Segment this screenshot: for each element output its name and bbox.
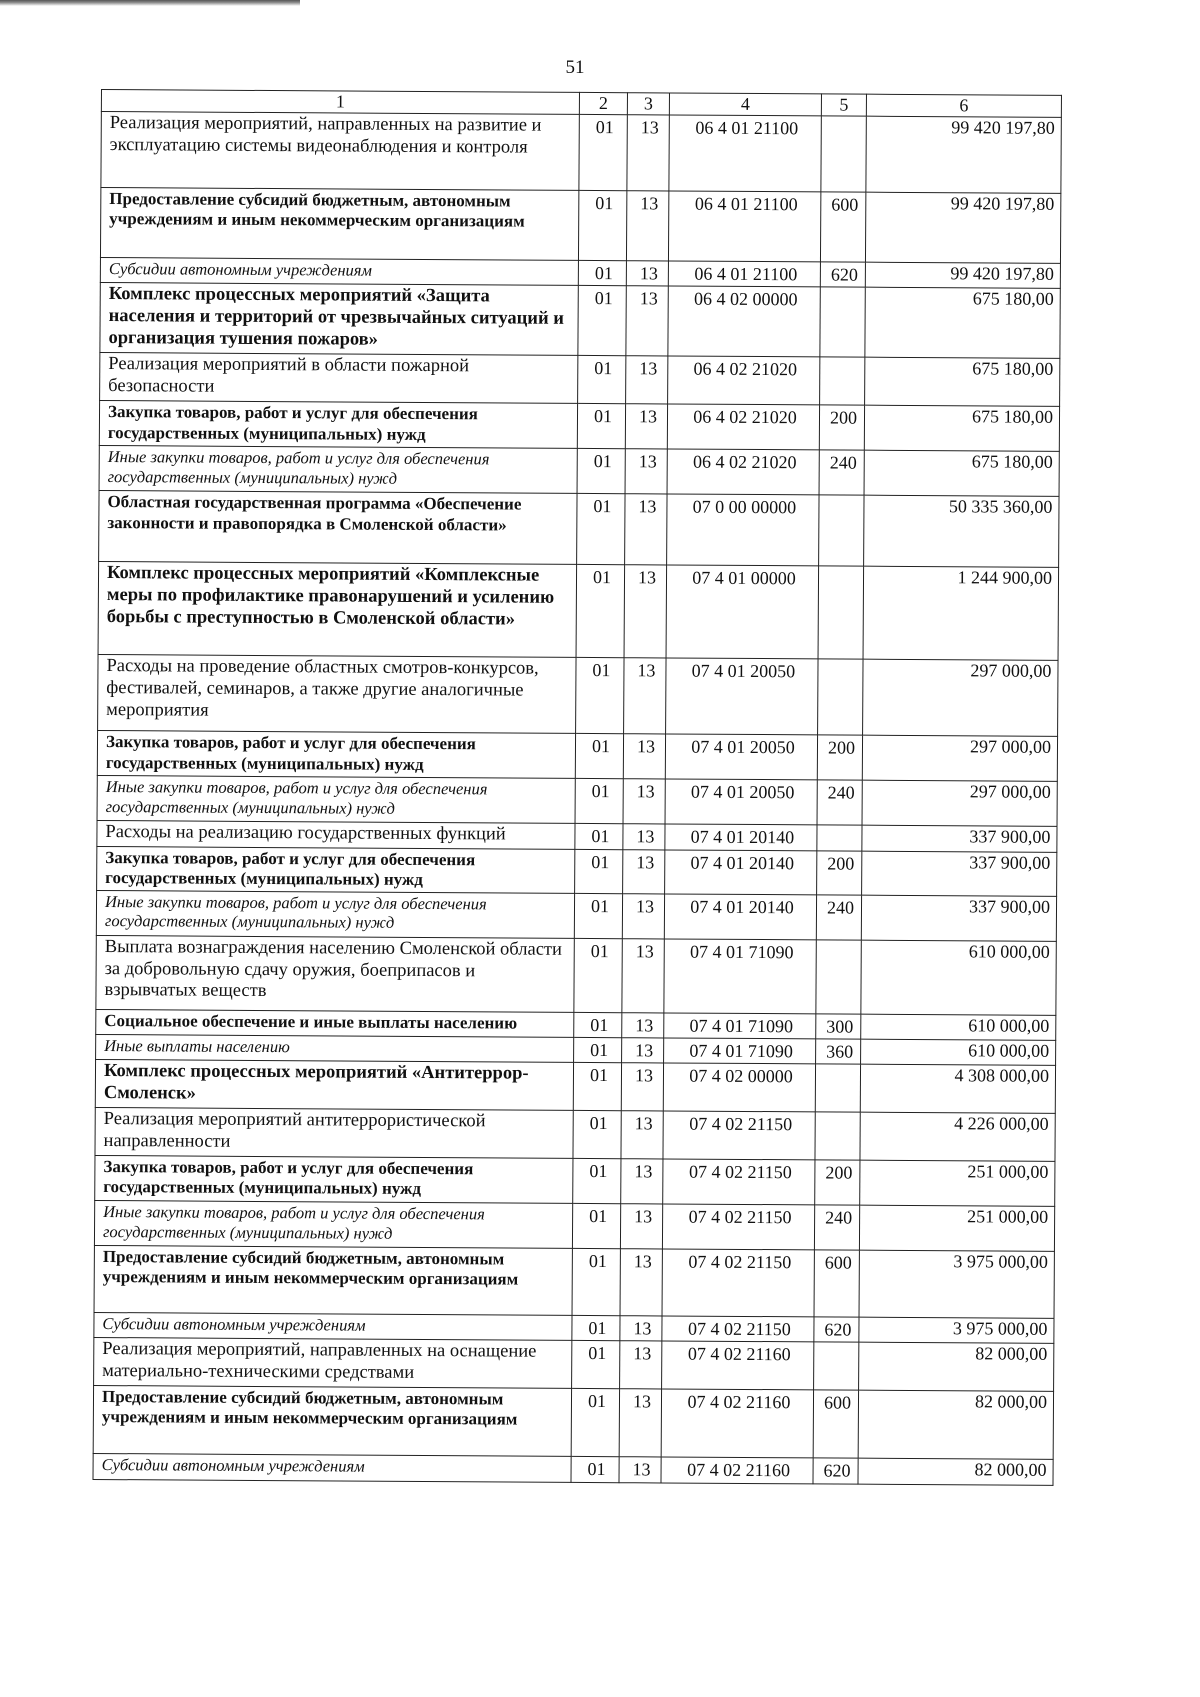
- row-name: Иные выплаты населению: [96, 1034, 574, 1062]
- row-name: Иные закупки товаров, работ и услуг для обеспечения государственных (муниципальных) нужд: [99, 446, 577, 494]
- row-amount: 82 000,00: [858, 1459, 1053, 1485]
- row-target-article: 07 4 02 21150: [663, 1111, 815, 1160]
- row-amount: 337 900,00: [862, 826, 1057, 852]
- row-target-article: 07 4 01 00000: [666, 565, 819, 659]
- row-expense-type: [821, 116, 866, 192]
- row-name: Иные закупки товаров, работ и услуг для обеспечения государственных (муниципальных) нужд: [94, 1201, 572, 1249]
- table-row: [98, 562, 1059, 661]
- table-row: [99, 446, 1059, 497]
- row-expense-type: 240: [816, 895, 861, 940]
- row-expense-type: 620: [813, 1458, 858, 1484]
- row-subsection: 13: [626, 191, 668, 261]
- row-target-article: 07 4 01 20140: [665, 850, 817, 895]
- row-expense-type: 240: [819, 450, 864, 495]
- row-expense-type: 360: [816, 1039, 861, 1065]
- row-subsection: 13: [627, 115, 669, 191]
- row-amount: 337 900,00: [862, 851, 1057, 896]
- row-target-article: 07 4 02 21160: [662, 1341, 814, 1390]
- row-expense-type: [818, 659, 863, 735]
- row-amount: 251 000,00: [859, 1205, 1054, 1251]
- row-expense-type: 620: [820, 262, 865, 288]
- row-section: 01: [577, 404, 625, 449]
- row-amount: 297 000,00: [862, 781, 1057, 827]
- row-expense-type: 240: [817, 780, 862, 825]
- table-row: [100, 283, 1060, 359]
- scan-edge-artifact: [0, 0, 300, 6]
- row-target-article: 06 4 02 00000: [668, 286, 820, 357]
- column-header-4: 4: [669, 93, 821, 116]
- row-subsection: 13: [622, 1012, 664, 1037]
- row-expense-type: 200: [815, 1160, 860, 1205]
- row-expense-type: 600: [814, 1250, 859, 1317]
- row-amount: 99 420 197,80: [865, 192, 1060, 263]
- column-header-5: 5: [821, 94, 866, 117]
- row-section: 01: [578, 356, 626, 404]
- row-amount: 82 000,00: [858, 1391, 1053, 1460]
- row-section: 01: [579, 115, 627, 191]
- row-expense-type: [814, 1342, 859, 1390]
- row-amount: 337 900,00: [861, 895, 1056, 941]
- row-name: Реализация мероприятий, направленных на развитие и эксплуатацию системы видеонаблюдения и контроля: [101, 112, 579, 191]
- row-subsection: 13: [621, 1111, 663, 1159]
- row-expense-type: 300: [816, 1014, 861, 1040]
- row-name: Субсидии автономным учреждениям: [94, 1313, 572, 1341]
- table-row: [94, 1201, 1054, 1252]
- row-target-article: 07 4 01 20140: [664, 894, 816, 940]
- row-amount: 675 180,00: [865, 358, 1060, 407]
- table-row: [99, 401, 1059, 452]
- table-body: [93, 112, 1061, 1485]
- row-amount: 50 335 360,00: [864, 496, 1059, 568]
- row-name: Расходы на реализацию государственных функций: [97, 821, 575, 849]
- row-name: Комплекс процессных мероприятий «Антитеррор-Смоленск»: [95, 1060, 573, 1111]
- row-subsection: 13: [623, 779, 665, 824]
- row-subsection: 13: [622, 893, 664, 938]
- row-subsection: 13: [623, 849, 665, 893]
- row-name: Выплата вознаграждения населению Смоленской области за добровольную сдачу оружия, боеприпасов и взрывчатых веществ: [96, 935, 574, 1012]
- row-target-article: 07 4 01 20050: [665, 779, 817, 825]
- row-expense-type: [818, 566, 864, 659]
- row-expense-type: 240: [814, 1205, 859, 1250]
- row-subsection: 13: [620, 1341, 662, 1389]
- column-header-2: 2: [579, 92, 627, 115]
- row-name: Закупка товаров, работ и услуг для обеспечения государственных (муниципальных) нужд: [95, 1156, 573, 1204]
- row-section: 01: [578, 191, 626, 261]
- table-row: [94, 1338, 1054, 1392]
- row-subsection: 13: [626, 286, 668, 356]
- row-target-article: 06 4 02 21020: [667, 449, 819, 495]
- row-subsection: 13: [622, 1038, 664, 1063]
- table-row: [93, 1454, 1053, 1485]
- row-amount: 675 180,00: [864, 406, 1059, 452]
- row-section: 01: [575, 734, 623, 779]
- row-section: 01: [574, 1037, 622, 1063]
- row-amount: 675 180,00: [865, 288, 1060, 359]
- row-amount: 610 000,00: [861, 1039, 1056, 1065]
- row-section: 01: [576, 565, 625, 658]
- row-name: Предоставление субсидий бюджетным, автономным учреждениям и иным некоммерческим организациям: [93, 1386, 571, 1457]
- table-row: [95, 1060, 1055, 1114]
- row-subsection: 13: [619, 1389, 661, 1457]
- row-amount: 675 180,00: [864, 451, 1059, 497]
- row-target-article: 07 4 02 21150: [662, 1204, 814, 1250]
- row-section: 01: [572, 1316, 620, 1342]
- row-amount: 251 000,00: [860, 1160, 1055, 1206]
- row-target-article: 06 4 02 21020: [668, 356, 820, 405]
- row-expense-type: 200: [817, 851, 862, 895]
- row-amount: 610 000,00: [861, 1014, 1056, 1040]
- row-name: Социальное обеспечение и иные выплаты населению: [96, 1009, 574, 1037]
- row-subsection: 13: [624, 565, 667, 658]
- row-expense-type: [815, 1064, 860, 1112]
- row-target-article: 07 0 00 00000: [667, 494, 819, 566]
- row-subsection: 13: [620, 1249, 662, 1316]
- row-section: 01: [574, 893, 622, 938]
- row-target-article: 06 4 01 21100: [668, 191, 820, 262]
- row-name: Расходы на проведение областных смотров-конкурсов, фестивалей, семинаров, а также другие аналогичные мероприятия: [98, 655, 576, 734]
- row-target-article: 07 4 01 71090: [664, 1038, 816, 1064]
- row-expense-type: [820, 357, 865, 405]
- row-subsection: 13: [623, 734, 665, 779]
- row-name: Иные закупки товаров, работ и услуг для обеспечения государственных (муниципальных) нужд: [97, 776, 575, 824]
- row-expense-type: 620: [814, 1317, 859, 1343]
- row-name: Реализация мероприятий в области пожарной безопасности: [100, 353, 578, 404]
- row-section: 01: [573, 1063, 621, 1111]
- table-row: [95, 1108, 1055, 1162]
- row-section: 01: [574, 1012, 622, 1038]
- row-subsection: 13: [624, 658, 666, 734]
- table-row: [101, 112, 1061, 194]
- row-amount: 610 000,00: [861, 940, 1056, 1015]
- row-name: Областная государственная программа «Обеспечение законности и правопорядка в Смоленской области»: [99, 491, 577, 565]
- row-section: 01: [573, 1111, 621, 1159]
- table-row: [96, 890, 1056, 941]
- row-amount: 99 420 197,80: [865, 262, 1060, 288]
- row-section: 01: [577, 494, 625, 565]
- row-name: Реализация мероприятий, направленных на оснащение материально-техническими средствами: [94, 1338, 572, 1389]
- row-amount: 4 308 000,00: [860, 1064, 1055, 1113]
- row-name: Комплекс процессных мероприятий «Комплексные меры по профилактике правонарушений и усилению борьбы с преступностью в Смоленской области»: [98, 562, 577, 658]
- row-expense-type: 200: [817, 735, 862, 780]
- row-expense-type: [815, 1112, 860, 1160]
- row-target-article: 07 4 02 00000: [663, 1063, 815, 1112]
- row-section: 01: [575, 779, 623, 824]
- table-row: [97, 846, 1057, 896]
- row-subsection: 13: [625, 494, 667, 565]
- table-row: [94, 1246, 1054, 1319]
- row-target-article: 07 4 01 71090: [664, 939, 816, 1014]
- row-expense-type: [816, 940, 861, 1014]
- row-name: Иные закупки товаров, работ и услуг для обеспечения государственных (муниципальных) нужд: [96, 890, 574, 938]
- row-subsection: 13: [621, 1063, 663, 1111]
- row-expense-type: [819, 495, 864, 566]
- row-subsection: 13: [620, 1204, 662, 1249]
- row-target-article: 07 4 02 21150: [662, 1249, 814, 1317]
- row-section: 01: [571, 1457, 619, 1483]
- table-row: [97, 731, 1057, 782]
- row-expense-type: 600: [820, 192, 865, 262]
- row-name: Закупка товаров, работ и услуг для обеспечения государственных (муниципальных) нужд: [97, 846, 575, 893]
- row-section: 01: [571, 1389, 619, 1457]
- table-row: [96, 935, 1056, 1015]
- row-section: 01: [575, 824, 623, 850]
- row-target-article: 07 4 02 21150: [662, 1316, 814, 1342]
- row-section: 01: [575, 849, 623, 893]
- table-row: [100, 353, 1060, 407]
- table-row: [100, 188, 1060, 264]
- row-section: 01: [577, 449, 625, 494]
- row-amount: 1 244 900,00: [863, 567, 1059, 661]
- row-section: 01: [578, 286, 626, 356]
- row-target-article: 07 4 01 20140: [665, 824, 817, 850]
- row-subsection: 13: [626, 356, 668, 404]
- row-section: 01: [574, 938, 622, 1012]
- row-target-article: 07 4 02 21160: [661, 1389, 813, 1458]
- row-amount: 4 226 000,00: [860, 1112, 1055, 1161]
- row-subsection: 13: [626, 261, 668, 286]
- row-name: Предоставление субсидий бюджетным, автономным учреждениям и иным некоммерческим организациям: [94, 1246, 572, 1316]
- row-amount: 3 975 000,00: [859, 1250, 1054, 1318]
- row-section: 01: [572, 1249, 620, 1316]
- row-name: Закупка товаров, работ и услуг для обеспечения государственных (муниципальных) нужд: [99, 401, 577, 449]
- row-subsection: 13: [625, 404, 667, 449]
- row-amount: 297 000,00: [862, 736, 1057, 782]
- row-name: Субсидии автономным учреждениям: [93, 1454, 571, 1482]
- row-amount: 3 975 000,00: [859, 1317, 1054, 1343]
- column-header-3: 3: [627, 93, 669, 115]
- column-header-1: 1: [101, 90, 579, 115]
- row-target-article: 06 4 01 21100: [668, 261, 820, 287]
- row-subsection: 13: [619, 1457, 661, 1482]
- row-section: 01: [572, 1204, 620, 1249]
- row-target-article: 07 4 02 21160: [661, 1457, 813, 1483]
- row-section: 01: [573, 1159, 621, 1204]
- row-expense-type: 200: [819, 405, 864, 450]
- table-row: [99, 491, 1059, 568]
- row-target-article: 07 4 01 20050: [665, 734, 817, 780]
- row-target-article: 07 4 02 21150: [663, 1159, 815, 1205]
- row-target-article: 07 4 01 20050: [666, 658, 818, 735]
- table-row: [98, 655, 1058, 737]
- row-amount: 99 420 197,80: [866, 116, 1061, 193]
- row-section: 01: [572, 1341, 620, 1389]
- row-name: Закупка товаров, работ и услуг для обеспечения государственных (муниципальных) нужд: [97, 731, 575, 779]
- row-target-article: 06 4 01 21100: [669, 115, 821, 192]
- row-section: 01: [578, 261, 626, 287]
- row-name: Субсидии автономным учреждениям: [100, 258, 578, 286]
- row-expense-type: [820, 287, 865, 357]
- table-row: [93, 1386, 1053, 1460]
- row-subsection: 13: [620, 1316, 662, 1341]
- row-subsection: 13: [625, 449, 667, 494]
- row-amount: 297 000,00: [863, 660, 1058, 737]
- row-section: 01: [576, 658, 624, 734]
- row-name: Реализация мероприятий антитеррористической направленности: [95, 1108, 573, 1159]
- budget-table: [93, 89, 1062, 1485]
- budget-table-wrapper: [93, 89, 1061, 1485]
- row-name: Комплекс процессных мероприятий «Защита населения и территорий от чрезвычайных ситуаций и организация тушения пожаров»: [100, 283, 578, 356]
- row-expense-type: 600: [813, 1390, 858, 1458]
- row-expense-type: [817, 825, 862, 851]
- row-amount: 82 000,00: [859, 1343, 1054, 1392]
- row-target-article: 07 4 01 71090: [664, 1013, 816, 1039]
- row-name: Предоставление субсидий бюджетным, автономным учреждениям и иным некоммерческим организациям: [100, 188, 578, 261]
- column-header-6: 6: [866, 94, 1061, 117]
- row-subsection: 13: [621, 1159, 663, 1204]
- row-target-article: 06 4 02 21020: [667, 404, 819, 450]
- row-subsection: 13: [622, 938, 664, 1012]
- table-row: [95, 1156, 1055, 1207]
- table-row: [97, 776, 1057, 827]
- page-number: 51: [565, 57, 585, 78]
- row-subsection: 13: [623, 824, 665, 849]
